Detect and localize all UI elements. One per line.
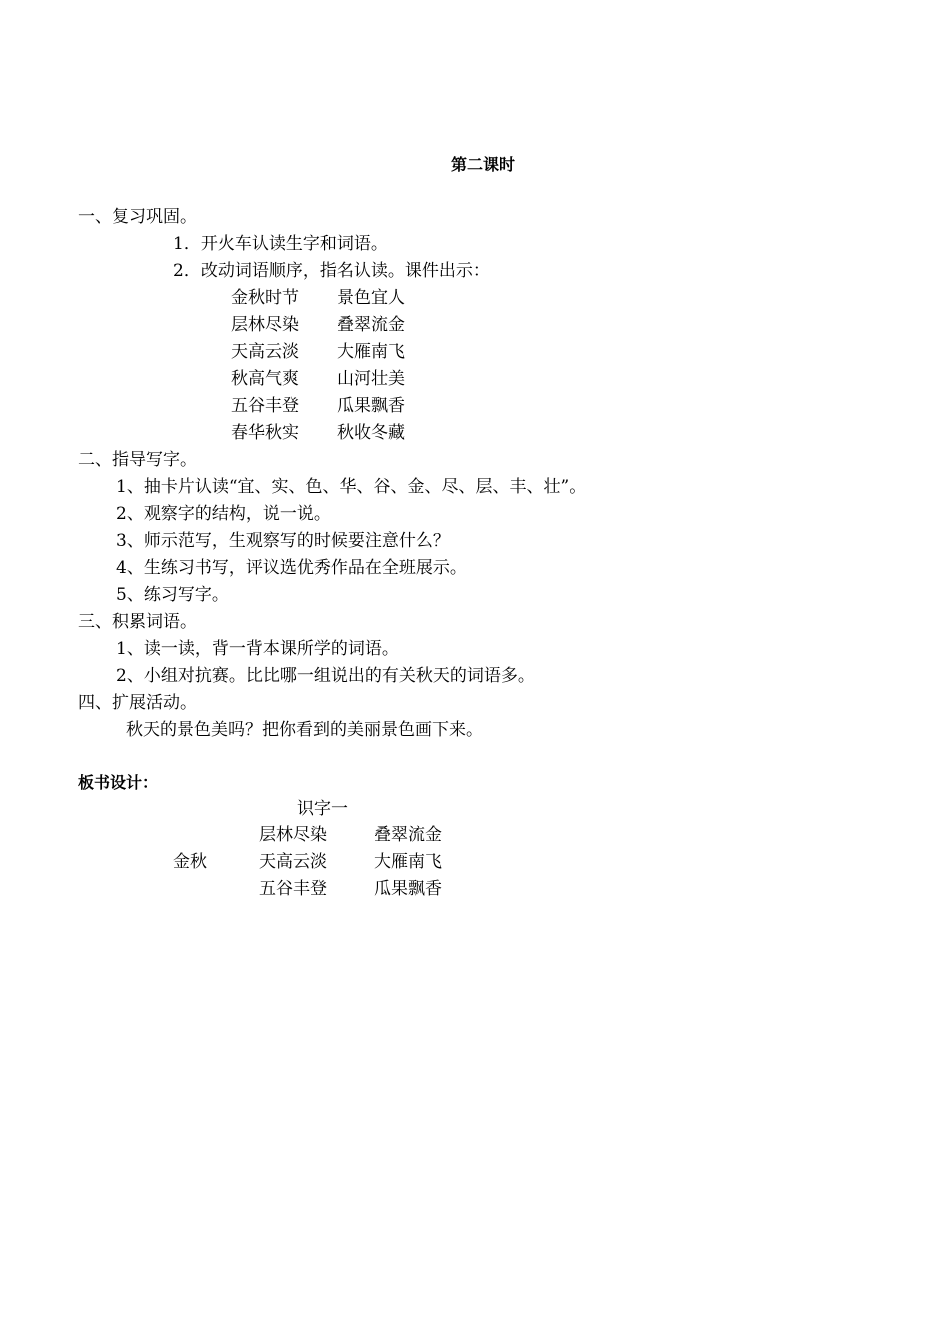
board-word: 叠翠流金 bbox=[374, 825, 442, 845]
board-left-label: 金秋 bbox=[173, 852, 207, 872]
word-cell: 叠翠流金 bbox=[337, 315, 405, 335]
word-cell: 金秋时节 bbox=[231, 288, 299, 308]
board-word: 天高云淡 bbox=[259, 852, 327, 872]
review-item-1: 1．开火车认读生字和词语。 bbox=[173, 234, 388, 254]
vocabulary-item: 1、读一读，背一背本课所学的词语。 bbox=[116, 639, 399, 659]
writing-item: 2、观察字的结构，说一说。 bbox=[116, 504, 331, 524]
word-cell: 天高云淡 bbox=[231, 342, 299, 362]
board-word: 瓜果飘香 bbox=[374, 879, 442, 899]
word-cell: 春华秋实 bbox=[231, 423, 299, 443]
board-word: 五谷丰登 bbox=[259, 879, 327, 899]
section-heading-writing: 二、指导写字。 bbox=[78, 450, 197, 470]
word-cell: 层林尽染 bbox=[231, 315, 299, 335]
word-cell: 五谷丰登 bbox=[231, 396, 299, 416]
section-heading-activity: 四、扩展活动。 bbox=[78, 693, 197, 713]
word-cell: 景色宜人 bbox=[337, 288, 405, 308]
writing-item: 1、抽卡片认读“宜、实、色、华、谷、金、尽、层、丰、壮”。 bbox=[116, 477, 587, 497]
board-subtitle: 识字一 bbox=[297, 799, 348, 819]
section-heading-vocabulary: 三、积累词语。 bbox=[78, 612, 197, 632]
word-cell: 瓜果飘香 bbox=[337, 396, 405, 416]
word-cell: 山河壮美 bbox=[337, 369, 405, 389]
board-word: 层林尽染 bbox=[259, 825, 327, 845]
board-word: 大雁南飞 bbox=[374, 852, 442, 872]
writing-item: 5、练习写字。 bbox=[116, 585, 229, 605]
board-design-heading: 板书设计： bbox=[78, 773, 159, 792]
word-cell: 秋收冬藏 bbox=[337, 423, 405, 443]
word-cell: 秋高气爽 bbox=[231, 369, 299, 389]
section-heading-review: 一、复习巩固。 bbox=[78, 207, 197, 227]
word-cell: 大雁南飞 bbox=[337, 342, 405, 362]
writing-item: 3、师示范写，生观察写的时候要注意什么？ bbox=[116, 531, 450, 551]
review-item-2: 2．改动词语顺序，指名认读。课件出示： bbox=[173, 261, 490, 281]
vocabulary-item: 2、小组对抗赛。比比哪一组说出的有关秋天的词语多。 bbox=[116, 666, 535, 686]
activity-text: 秋天的景色美吗？把你看到的美丽景色画下来。 bbox=[126, 720, 483, 740]
writing-item: 4、生练习书写，评议选优秀作品在全班展示。 bbox=[116, 558, 467, 578]
page-title: 第二课时 bbox=[450, 155, 515, 174]
